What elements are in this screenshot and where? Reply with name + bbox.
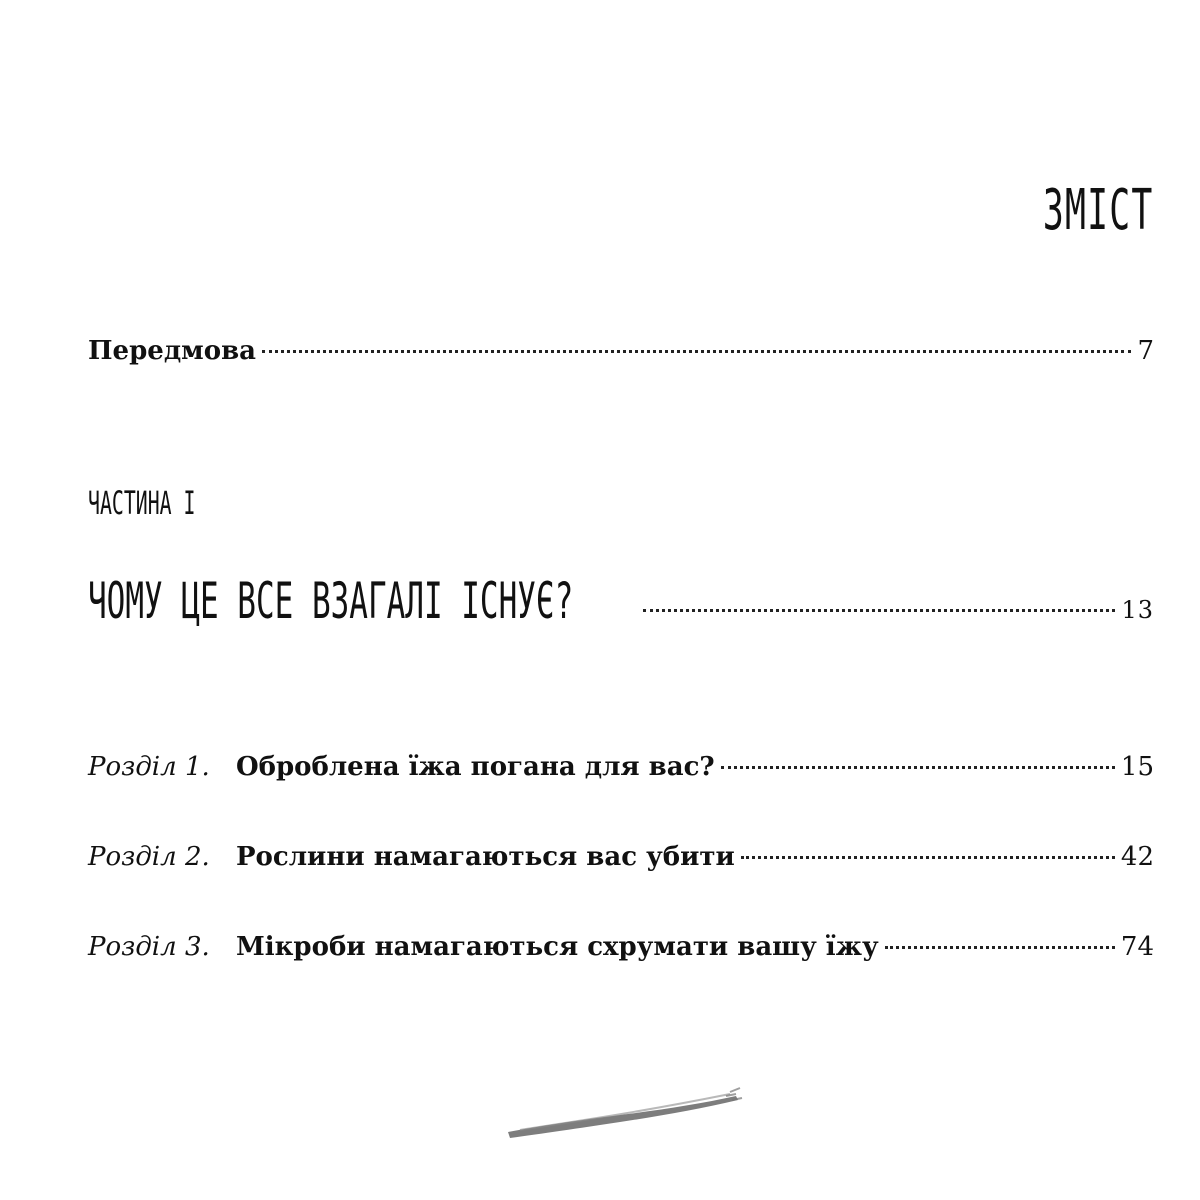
chapter-title: Рослини намагаються вас убити (236, 842, 735, 872)
chapter-label: Розділ 1. (88, 752, 210, 782)
chapter-page-number: 42 (1120, 842, 1154, 872)
chapter-title: Оброблена їжа погана для вас? (236, 752, 715, 782)
chapter-page-number: 74 (1120, 932, 1154, 962)
toc-entry-chapter-3[interactable] (88, 932, 1154, 962)
brush-stroke-icon (500, 1082, 760, 1142)
dot-leader (721, 766, 1115, 769)
dot-leader (262, 350, 1131, 353)
chapter-page-number: 15 (1120, 752, 1154, 782)
dot-leader (643, 609, 1115, 612)
toc-entry-preface[interactable] (88, 336, 1154, 366)
dot-leader (885, 946, 1115, 949)
part-title: ЧОМУ ЦЕ ВСЕ ВЗАГАЛІ ІСНУЄ? (88, 572, 574, 630)
toc-entry-part-1[interactable] (88, 572, 1154, 630)
part-page-number: 13 (1121, 596, 1154, 624)
chapter-label: Розділ 2. (88, 842, 210, 872)
toc-entry-chapter-2[interactable] (88, 842, 1154, 872)
toc-entry-chapter-1[interactable] (88, 752, 1154, 782)
toc-title: ЗМІСТ (1043, 178, 1154, 243)
chapter-title: Мікроби намагаються схрумати вашу їжу (236, 932, 879, 962)
dot-leader (741, 856, 1115, 859)
preface-page-number: 7 (1137, 336, 1154, 366)
chapter-label: Розділ 3. (88, 932, 210, 962)
part-label: ЧАСТИНА І (88, 484, 196, 522)
preface-label: Передмова (88, 336, 256, 366)
